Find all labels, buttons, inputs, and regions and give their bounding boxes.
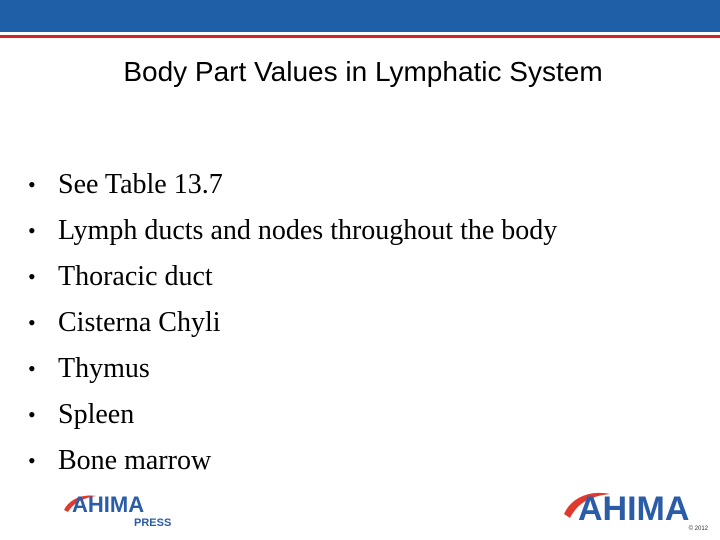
logo-wordmark: AHIMA bbox=[72, 492, 145, 517]
list-item bbox=[28, 208, 557, 254]
bullet-text: Thymus bbox=[58, 353, 150, 384]
logo-subtext: PRESS bbox=[134, 517, 172, 529]
logo-wordmark: AHIMA bbox=[578, 490, 690, 528]
header-accent-rule bbox=[0, 35, 720, 38]
list-item bbox=[28, 254, 557, 300]
ahima-press-logo bbox=[62, 488, 182, 530]
header-band bbox=[0, 0, 720, 32]
list-item bbox=[28, 300, 557, 346]
bullet-icon: • bbox=[28, 310, 36, 335]
list-item bbox=[28, 162, 557, 208]
bullet-text: Thoracic duct bbox=[58, 261, 213, 292]
slide-title: Body Part Values in Lymphatic System bbox=[123, 56, 603, 87]
bullet-icon: • bbox=[28, 218, 36, 243]
ahima-logo bbox=[562, 480, 712, 530]
bullet-icon: • bbox=[28, 448, 36, 473]
copyright-notice: © 2012 bbox=[688, 526, 708, 532]
list-item bbox=[28, 438, 557, 484]
bullet-text: See Table 13.7 bbox=[58, 169, 223, 200]
bullet-icon: • bbox=[28, 264, 36, 289]
bullet-list bbox=[28, 162, 557, 484]
bullet-icon: • bbox=[28, 172, 36, 197]
bullet-text: Bone marrow bbox=[58, 445, 212, 476]
bullet-text: Spleen bbox=[58, 399, 135, 430]
list-item bbox=[28, 392, 557, 438]
bullet-text: Lymph ducts and nodes throughout the body bbox=[58, 215, 558, 246]
bullet-icon: • bbox=[28, 356, 36, 381]
bullet-icon: • bbox=[28, 402, 36, 427]
bullet-text: Cisterna Chyli bbox=[58, 307, 221, 338]
list-item bbox=[28, 346, 557, 392]
